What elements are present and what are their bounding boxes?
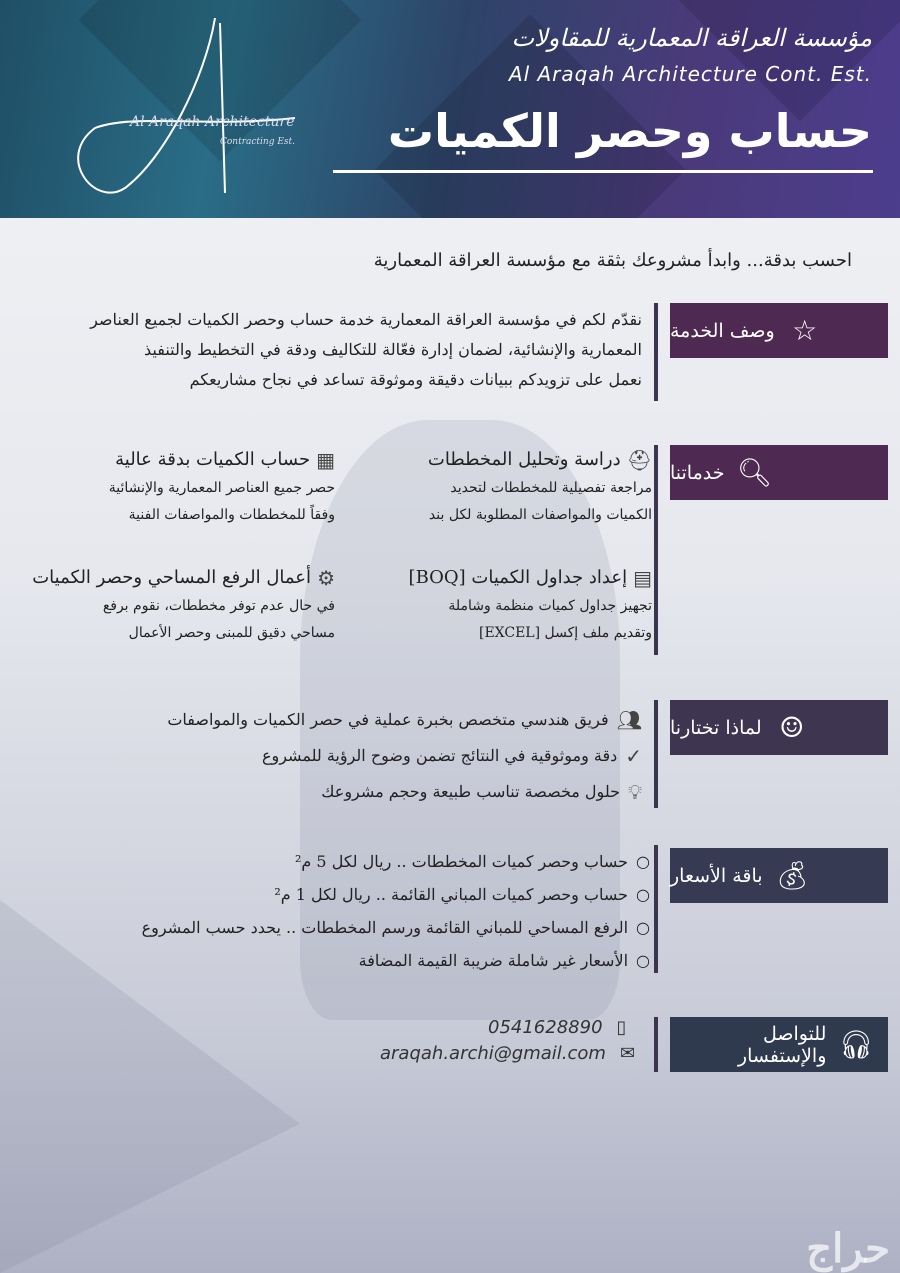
company-name-en: Al Araqah Architecture Cont. Est. xyxy=(508,62,872,86)
check-badge-icon: ✓ xyxy=(625,744,642,768)
money-bag-icon: 💰︎ xyxy=(774,859,811,892)
description-line: نقدّم لكم في مؤسسة العراقة المعمارية خدمة حساب وحصر الكميات لجميع العناصر xyxy=(90,310,642,329)
why-list xyxy=(22,702,642,810)
section-label-contact xyxy=(670,1017,888,1072)
why-item: حلول مخصصة تناسب طبيعة وحجم مشروعك xyxy=(321,782,620,801)
phone-row xyxy=(380,1017,626,1038)
service-item xyxy=(392,445,652,529)
divider xyxy=(654,845,658,973)
service-item xyxy=(25,563,335,647)
label-text: وصف الخدمة xyxy=(670,319,775,342)
divider xyxy=(654,303,658,401)
service-desc: مراجعة تفصيلية للمخططات لتحديد xyxy=(450,480,652,496)
email-row xyxy=(380,1043,635,1064)
why-item: فريق هندسي متخصص بخبرة عملية في حصر الكميات والمواصفات xyxy=(167,710,609,729)
divider xyxy=(654,1017,658,1072)
divider xyxy=(654,445,658,655)
bullet-icon: ○ xyxy=(636,951,650,970)
svg-text:Contracting Est.: Contracting Est. xyxy=(220,137,296,147)
service-desc: مساحي دقيق للمبنى وحصر الأعمال xyxy=(128,625,335,641)
engineer-helmet-icon: ⛑ xyxy=(626,448,652,472)
page-title: حساب وحصر الكميات xyxy=(387,104,872,158)
service-desc: الكميات والمواصفات المطلوبة لكل بند xyxy=(428,507,652,523)
description-line: نعمل على تزويدكم ببيانات دقيقة وموثوقة تساعد في نجاح مشاريعكم xyxy=(189,370,642,389)
price-item: حساب وحصر كميات المباني القائمة .. ريال لكل 1 م² xyxy=(274,885,629,904)
header-banner xyxy=(0,0,900,218)
price-item: الأسعار غير شاملة ضريبة القيمة المضافة xyxy=(358,951,629,970)
label-text: للتواصل والإستفسار xyxy=(737,1022,827,1067)
bullet-icon: ○ xyxy=(636,852,650,871)
lightbulb-icon: 💡︎ xyxy=(628,780,642,804)
label-text: باقة الأسعار xyxy=(670,864,763,887)
company-name-ar: مؤسسة العراقة المعمارية للمقاولات xyxy=(511,24,872,52)
spreadsheet-icon: ▤ xyxy=(633,566,652,590)
phone-number[interactable]: 0541628890 xyxy=(488,1017,603,1038)
service-title: حساب الكميات بدقة عالية xyxy=(115,449,311,470)
section-label-description xyxy=(670,303,888,358)
price-item: الرفع المساحي للمباني القائمة ورسم المخططات .. يحدد حسب المشروع xyxy=(141,918,629,937)
company-logo xyxy=(55,18,315,198)
envelope-icon: ✉ xyxy=(619,1043,636,1064)
bullet-icon: ○ xyxy=(636,885,650,904)
divider xyxy=(654,700,658,808)
service-item xyxy=(25,445,335,529)
service-title: أعمال الرفع المساحي وحصر الكميات xyxy=(32,567,312,588)
tagline: احسب بدقة... وابدأ مشروعك بثقة مع مؤسسة العراقة المعمارية xyxy=(373,250,852,271)
magnifier-icon: 🔍︎ xyxy=(736,456,773,489)
price-item: حساب وحصر كميات المخططات .. ريال لكل 5 م² xyxy=(295,852,629,871)
label-text: خدماتنا xyxy=(670,461,725,484)
hand-stars-icon: ☆ xyxy=(792,314,818,347)
service-desc: حصر جميع العناصر المعمارية والإنشائية xyxy=(108,480,335,496)
service-title: دراسة وتحليل المخططات xyxy=(427,449,621,470)
section-label-prices xyxy=(670,848,888,903)
price-list xyxy=(20,845,650,977)
email-address[interactable]: araqah.archi@gmail.com xyxy=(380,1043,606,1064)
label-text: لماذا تختارنا xyxy=(670,716,762,739)
person-shrug-icon: ☺ xyxy=(779,711,805,744)
blueprint-icon: ⚙ xyxy=(317,566,335,590)
service-item xyxy=(392,563,652,647)
why-item: دقة وموثوقية في النتائج تضمن وضوح الرؤية للمشروع xyxy=(261,746,618,765)
service-desc: في حال عدم توفر مخططات، نقوم برفع xyxy=(102,598,335,614)
title-underline xyxy=(333,170,873,173)
watermark: حراج xyxy=(806,1225,890,1272)
section-label-why xyxy=(670,700,888,755)
service-desc: وفقاً للمخططات والمواصفات الفنية xyxy=(128,507,335,523)
team-icon: 👥︎ xyxy=(616,708,642,732)
mobile-phone-icon: ▯ xyxy=(616,1017,627,1038)
service-desc: تجهيز جداول كميات منظمة وشاملة xyxy=(448,598,652,614)
headset-support-icon: 🎧︎ xyxy=(838,1028,874,1061)
description-line: المعمارية والإنشائية، لضمان إدارة فعّالة للتكاليف ودقة في التخطيط والتنفيذ xyxy=(144,340,642,359)
bullet-icon: ○ xyxy=(636,918,650,937)
service-title: إعداد جداول الكميات [BOQ] xyxy=(408,567,628,588)
calculator-icon: ▦ xyxy=(316,448,335,472)
service-desc: وتقديم ملف إكسل [EXCEL] xyxy=(478,625,652,641)
svg-text:Al Araqah Architecture: Al Araqah Architecture xyxy=(130,114,295,130)
description-text xyxy=(42,305,642,395)
section-label-services xyxy=(670,445,888,500)
